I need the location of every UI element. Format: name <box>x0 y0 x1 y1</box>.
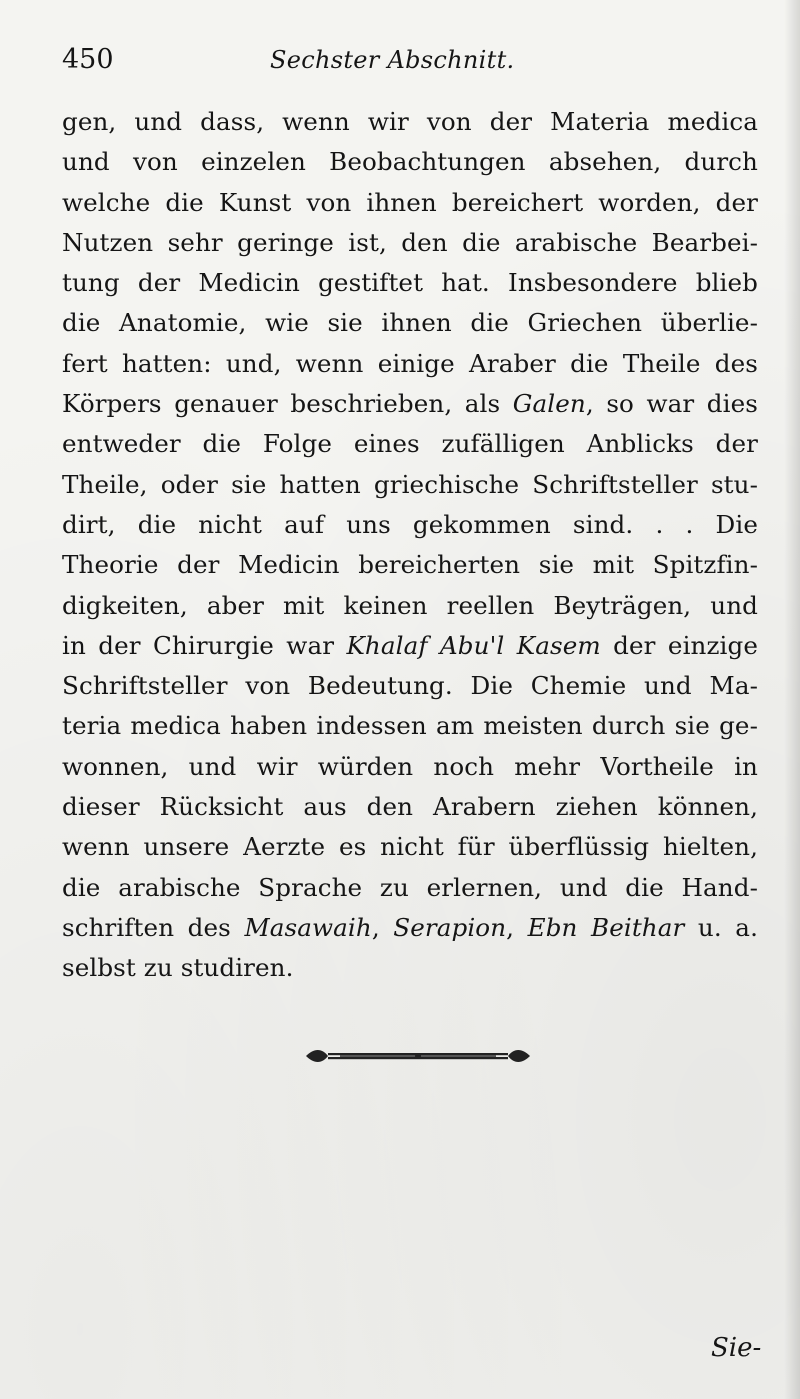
text-line <box>62 223 758 263</box>
text-segment: u. a. <box>684 912 758 942</box>
text-segment: die arabische Sprache zu erlernen, und die Hand- <box>62 872 758 902</box>
text-segment: entweder die Folge eines zufälligen Anblicks der <box>62 429 758 459</box>
text-segment: Theorie der Medicin bereicherten sie mit Spitzfin- <box>62 550 758 580</box>
text-segment: in der Chirurgie war <box>62 630 347 660</box>
text-segment: wenn unsere Aerzte es nicht für überflüssig hielten, <box>62 832 758 862</box>
text-line <box>62 586 758 626</box>
page-edge-shadow <box>784 0 800 1399</box>
text-segment: gen, und dass, wenn wir von der Materia medica <box>62 107 758 136</box>
text-segment: welche die Kunst von ihnen bereichert worden, der <box>62 187 758 217</box>
text-segment: teria medica haben indessen am meisten durch sie ge- <box>62 711 758 741</box>
italic-name: Galen <box>512 389 586 419</box>
text-segment: und von einzelen Beobachtungen absehen, durch <box>62 147 758 177</box>
text-line <box>62 183 758 223</box>
text-segment: digkeiten, aber mit keinen reellen Beyträgen, und <box>62 590 758 620</box>
text-line <box>62 827 758 867</box>
text-segment: dieser Rücksicht aus den Arabern ziehen können, <box>62 792 758 822</box>
text-segment: selbst zu studiren. <box>62 953 294 983</box>
text-line <box>62 102 758 142</box>
text-line <box>62 706 758 746</box>
text-line <box>62 505 758 545</box>
text-segment: die Anatomie, wie sie ihnen die Griechen überlie- <box>62 308 758 338</box>
text-segment: Theile, oder sie hatten griechische Schriftsteller stu- <box>62 469 758 499</box>
running-title: Sechster Abschnitt. <box>270 46 515 74</box>
text-line <box>62 545 758 585</box>
text-segment: Schriftsteller von Bedeutung. Die Chemie und Ma- <box>62 671 758 701</box>
ornamental-rule <box>300 1045 536 1067</box>
text-line <box>62 142 758 182</box>
text-line <box>62 344 758 384</box>
text-segment: Nutzen sehr geringe ist, den die arabische Bearbei- <box>62 227 758 257</box>
text-line <box>62 263 758 303</box>
text-segment: der einzige <box>600 630 758 660</box>
text-line <box>62 868 758 908</box>
italic-name: Serapion <box>393 912 507 942</box>
text-line <box>62 424 758 464</box>
text-segment: , <box>506 912 528 942</box>
text-line <box>62 626 758 666</box>
text-segment: tung der Medicin gestiftet hat. Insbesondere blieb <box>62 268 758 298</box>
italic-name: Ebn Beithar <box>527 912 685 942</box>
text-segment: Körpers genauer beschrieben, als <box>62 389 513 419</box>
text-line <box>62 384 758 424</box>
text-line <box>62 465 758 505</box>
text-line <box>62 908 758 948</box>
text-segment: fert hatten: und, wenn einige Araber die Theile des <box>62 348 758 378</box>
page-header <box>62 40 752 80</box>
text-segment: wonnen, und wir würden noch mehr Vortheile in <box>62 751 758 781</box>
catchword: Sie- <box>711 1333 762 1363</box>
italic-name: Masawaih <box>244 912 372 942</box>
text-segment: schriften des <box>62 912 245 942</box>
text-line <box>62 747 758 787</box>
page-number: 450 <box>62 44 114 75</box>
text-line <box>62 787 758 827</box>
text-segment: , <box>371 912 394 942</box>
text-line <box>62 948 758 988</box>
text-line <box>62 303 758 343</box>
body-text <box>62 102 758 989</box>
text-line <box>62 666 758 706</box>
text-segment: dirt, die nicht auf uns gekommen sind. . . Die <box>62 509 758 539</box>
italic-name: Khalaf Abu'l Kasem <box>346 630 601 660</box>
text-segment: , so war dies <box>585 389 758 419</box>
